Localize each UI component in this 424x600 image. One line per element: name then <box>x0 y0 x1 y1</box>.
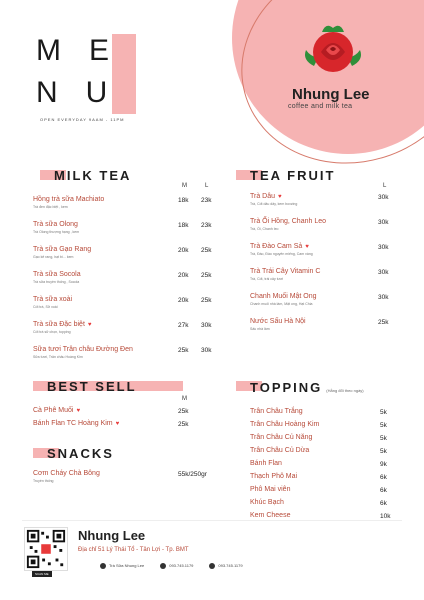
menu-item <box>33 246 223 271</box>
section-title-topping: TOPPING (Hằng đổi theo ngày) <box>236 379 364 397</box>
item-price-l: 25k <box>378 319 389 326</box>
best-sell-list <box>33 407 223 433</box>
item-description: Trà Olong thượng hạng , kem <box>33 230 80 234</box>
item-name <box>250 499 284 506</box>
item-price-l: 25k <box>201 297 212 304</box>
item-price-l: 23k <box>201 197 212 204</box>
facebook-icon <box>100 563 106 569</box>
menu-item <box>250 318 400 343</box>
item-description: Trà, Đào, Đào nguyên miếng, Cam vàng <box>250 252 313 256</box>
menu-item <box>250 218 400 243</box>
item-price-l: 23k <box>201 222 212 229</box>
item-name <box>250 193 282 200</box>
item-description: Trà sữa truyền thống , Socola <box>33 280 80 284</box>
milk-tea-size-l: L <box>205 183 209 189</box>
item-price-price: 5k <box>380 435 387 442</box>
phone-contact[interactable]: 093.745.1179 <box>160 563 193 569</box>
menu-item <box>33 196 223 221</box>
item-name <box>33 407 80 414</box>
item-price-m: 20k <box>178 272 189 279</box>
menu-item <box>250 193 400 218</box>
item-description: Trà đen đặc biệt , kem <box>33 205 68 209</box>
item-description: Sữa tươi, Trân châu Hoàng Kim <box>33 355 83 359</box>
menu-item <box>33 221 223 246</box>
menu-item <box>250 512 400 525</box>
menu-item <box>250 243 400 268</box>
item-name-text: Chanh Muối Mật Ong <box>250 293 317 300</box>
item-name-text: Cơm Cháy Chà Bông <box>33 470 100 477</box>
item-price-price: 5k <box>380 409 387 416</box>
menu-item <box>33 346 223 371</box>
item-name <box>250 486 290 493</box>
item-price-l: 25k <box>201 272 212 279</box>
topping-list <box>250 408 400 525</box>
menu-item <box>33 407 223 420</box>
menu-item <box>250 447 400 460</box>
item-name-text: Thạch Phô Mai <box>250 473 298 480</box>
item-name-text: Bánh Flan <box>250 460 282 467</box>
item-name <box>250 512 290 519</box>
item-price-price: 9k <box>380 461 387 468</box>
item-price-l: 30k <box>378 219 389 226</box>
footer-address: Địa chỉ 51 Lý Thái Tổ - Tân Lợi - Tp. BMT <box>78 547 189 553</box>
item-name-text: Trà Ổi Hồng, Chanh Leo <box>250 218 327 225</box>
menu-item <box>250 408 400 421</box>
item-description: Sấu nhà làm <box>250 327 270 331</box>
phone-icon <box>160 563 166 569</box>
item-price-m: 18k <box>178 222 189 229</box>
heart-icon: ♥ <box>115 421 120 427</box>
item-name-text: Kem Cheese <box>250 512 291 519</box>
menu-item <box>250 434 400 447</box>
menu-item <box>33 420 223 433</box>
heart-icon: ♥ <box>76 408 81 414</box>
item-name-text: Trà sữa xoài <box>33 296 73 303</box>
menu-item <box>33 296 223 321</box>
item-price-price: 5k <box>380 422 387 429</box>
item-price-m: 25k <box>178 408 189 415</box>
menu-item <box>250 473 400 486</box>
brand-name: Nhung Lee <box>292 86 370 103</box>
item-name <box>250 408 303 415</box>
zalo-contact[interactable]: 093.745.1179 <box>209 563 242 569</box>
item-name <box>250 421 319 428</box>
item-name <box>33 346 133 353</box>
section-title-best-sell: BEST SELL <box>33 379 137 394</box>
item-price-l: 30k <box>378 269 389 276</box>
item-name <box>33 221 78 228</box>
item-description: Cốt trà, Sữ xoài <box>33 305 58 309</box>
item-price-m: 25k <box>178 421 189 428</box>
item-name <box>33 196 104 203</box>
item-price-price: 6k <box>380 474 387 481</box>
best-sell-size-m: M <box>182 396 187 402</box>
milk-tea-size-m: M <box>182 183 187 189</box>
brand-tagline: coffee and milk tea <box>288 103 353 110</box>
item-name <box>250 460 282 467</box>
item-name-text: Nước Sấu Hà Nội <box>250 318 306 325</box>
heart-icon: ♥ <box>87 322 92 328</box>
menu-item <box>33 271 223 296</box>
item-name-text: Trà sữa Đặc biệt <box>33 321 85 328</box>
item-name <box>250 447 309 454</box>
menu-item <box>250 293 400 318</box>
menu-item <box>250 421 400 434</box>
item-name-text: Trà sữa Socola <box>33 271 81 278</box>
item-name-text: Hồng trà sữa Machiato <box>33 196 105 203</box>
menu-item <box>250 268 400 293</box>
item-price-m: 18k <box>178 197 189 204</box>
item-name <box>250 434 312 441</box>
item-name <box>250 218 326 225</box>
item-price-m: 20k <box>178 247 189 254</box>
item-name <box>33 296 72 303</box>
item-name <box>250 268 320 275</box>
zalo-icon <box>209 563 215 569</box>
section-title-tea-fruit: TEA FRUIT <box>236 168 335 183</box>
section-title-snacks: SNACKS <box>33 446 114 461</box>
item-name <box>33 470 100 477</box>
item-description: Gạo kê rang, hạt bí... kem <box>33 255 74 259</box>
item-name-text: Phô Mai viên <box>250 486 291 493</box>
item-description: Cốt trà sữ chọn, topping <box>33 330 71 334</box>
item-price-l: 30k <box>378 294 389 301</box>
item-price-l: 30k <box>201 322 212 329</box>
item-description: Truyền thống <box>33 479 54 483</box>
milk-tea-list <box>33 196 223 371</box>
menu-item <box>33 321 223 346</box>
item-name <box>33 271 81 278</box>
footer-contacts <box>100 563 243 569</box>
rose-logo-icon <box>296 20 370 84</box>
item-name-text: Cà Phê Muối <box>33 407 74 414</box>
item-name <box>250 293 317 300</box>
item-price-m: 25k <box>178 347 189 354</box>
item-description: Trà, Cốt dâu dây, kem boxzing <box>250 202 298 206</box>
snacks-list <box>33 470 223 495</box>
item-name <box>250 473 297 480</box>
menu-item <box>33 470 223 495</box>
footer-divider <box>22 520 402 521</box>
item-name-text: Khúc Bạch <box>250 499 284 506</box>
facebook-contact[interactable]: Trà Sữa Nhung Lee <box>100 563 144 569</box>
item-name-text: Trân Châu Củ Dừa <box>250 447 310 454</box>
heart-icon: ♥ <box>278 194 282 200</box>
item-price-price: 6k <box>380 487 387 494</box>
menu-item <box>250 460 400 473</box>
footer-brand-name: Nhung Lee <box>78 528 146 543</box>
menu-title-line-2: NU <box>36 76 136 109</box>
item-description: Chanh muối nhà làm, Mật ong, Hạt Chia <box>250 302 313 306</box>
item-name <box>33 321 91 328</box>
menu-item <box>250 486 400 499</box>
item-name-text: Trà Dâu <box>250 193 276 200</box>
item-description: Trà, Ổi, Chanh leo <box>250 227 279 231</box>
item-price-price: 6k <box>380 500 387 507</box>
menu-title-line-1: ME <box>36 34 137 67</box>
item-name-text: Trân Châu Củ Năng <box>250 434 313 441</box>
item-price-price: 55k/250gr <box>178 471 207 478</box>
item-name-text: Trà sữa Olong <box>33 221 78 228</box>
open-hours: OPEN EVERYDAY 9AAM - 11PM <box>40 117 125 122</box>
item-name <box>250 318 306 325</box>
qr-code-icon[interactable] <box>24 527 68 571</box>
menu-item <box>250 499 400 512</box>
item-price-m: 20k <box>178 297 189 304</box>
tea-fruit-list <box>250 193 400 343</box>
tea-fruit-size-l: L <box>383 183 387 189</box>
heart-icon: ♥ <box>305 244 309 250</box>
item-price-l: 30k <box>201 347 212 354</box>
item-price-l: 30k <box>378 244 389 251</box>
item-name-text: Trân Châu Hoàng Kim <box>250 421 320 428</box>
item-name <box>33 420 119 427</box>
item-name <box>33 246 91 253</box>
qr-scan-label: SCAN ME <box>32 571 52 577</box>
item-name-text: Trà Đào Cam Sả <box>250 243 303 250</box>
item-price-price: 5k <box>380 448 387 455</box>
item-name-text: Bánh Flan TC Hoàng Kim <box>33 420 113 427</box>
item-price-l: 30k <box>378 194 389 201</box>
section-title-milk-tea: MILK TEA <box>40 168 131 183</box>
item-name-text: Sữa tươi Trân châu Đường Đen <box>33 346 133 353</box>
topping-note: (Hằng đổi theo ngày) <box>326 388 364 393</box>
item-description: Trà, Cốt, trái cây tươi <box>250 277 284 281</box>
item-name <box>250 243 309 250</box>
item-name-text: Trà sữa Gạo Rang <box>33 246 92 253</box>
item-name-text: Trà Trái Cây Vitamin C <box>250 268 321 275</box>
item-price-m: 27k <box>178 322 189 329</box>
item-price-l: 25k <box>201 247 212 254</box>
item-name-text: Trân Châu Trắng <box>250 408 303 415</box>
item-price-price: 10k <box>380 513 391 520</box>
